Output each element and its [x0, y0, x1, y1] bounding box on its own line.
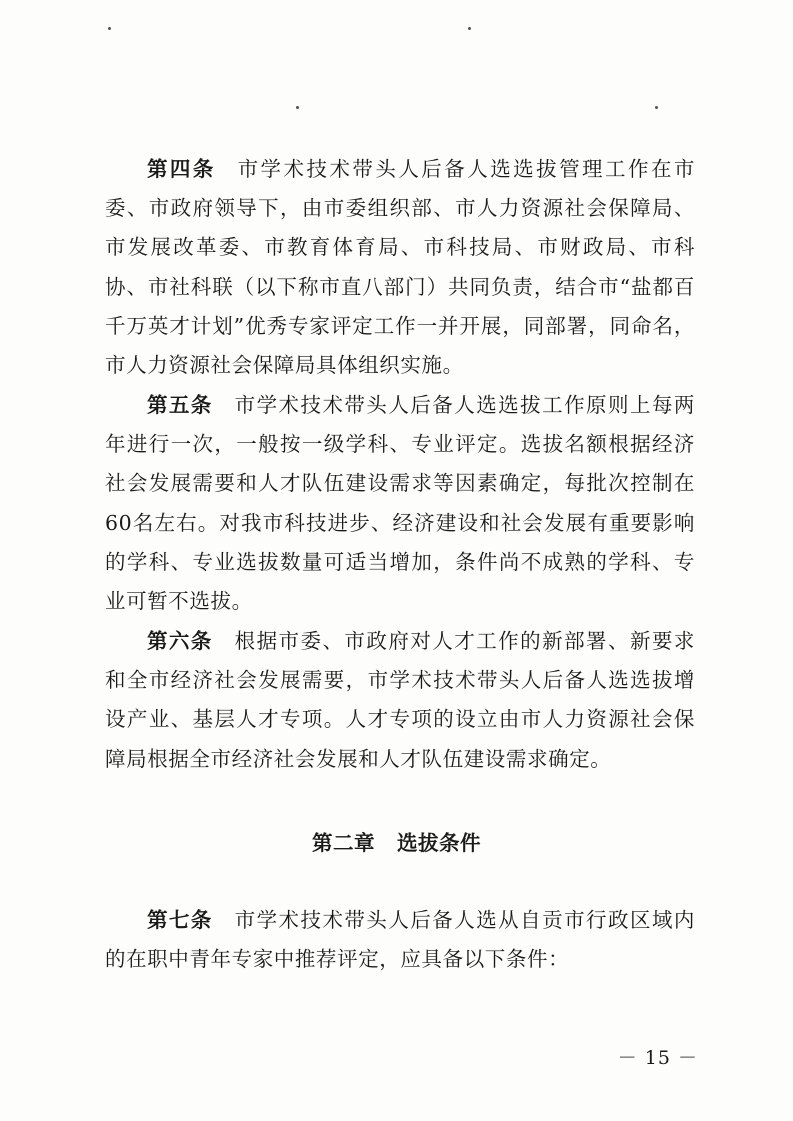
article-label: 第六条: [147, 629, 213, 653]
article-text: 根据市委、市政府对人才工作的新部署、新要求和全市经济社会发展需要，市学术技术带头人后备人选选拔增设产业、基层人才专项。人才专项的设立由市人力资源社会保障局根据全市经济社会发展和人才队伍建设需求确定。: [105, 629, 696, 771]
article-label: 第五条: [147, 393, 213, 417]
chapter-heading: [0, 826, 793, 856]
chapter-title: 选拔条件: [397, 831, 481, 855]
article-label: 第七条: [147, 908, 213, 932]
article-label: 第四条: [147, 157, 216, 181]
scan-speck: [655, 106, 658, 109]
article-text: 市学术技术带头人后备人选选拔管理工作在市委、市政府领导下，由市委组织部、市人力资源社会保障局、市发展改革委、市教育体育局、市科技局、市财政局、市科协、市社科联（以下称市直八部门）共同负责，结合市“盐都百千万英才计划”优秀专家评定工作一并开展，同部署，同命名，市人力资源社会保障局具体组织实施。: [105, 157, 696, 378]
page-number: － 15 －: [617, 1047, 698, 1069]
article-text: 市学术技术带头人后备人选选拔工作原则上每两年进行一次，一般按一级学科、专业评定。选拔名额根据经济社会发展需要和人才队伍建设需求等因素确定，每批次控制在60名左右。对我市科技进步、经济建设和社会发展有重要影响的学科、专业选拔数量可适当增加，条件尚不成熟的学科、专业可暂不选拔。: [105, 393, 696, 614]
scan-speck: [296, 106, 299, 109]
chapter-number: 第二章: [312, 831, 375, 855]
body-text-upper: [105, 150, 695, 779]
article-7: [105, 901, 695, 979]
article-5: [105, 386, 695, 622]
article-4: [105, 150, 695, 386]
body-text-lower: [105, 901, 695, 979]
scan-speck: [108, 27, 111, 30]
article-6: [105, 622, 695, 779]
scan-speck: [468, 27, 471, 30]
article-text: 市学术技术带头人后备人选从自贡市行政区域内的在职中青年专家中推荐评定，应具备以下条件：: [105, 908, 696, 972]
